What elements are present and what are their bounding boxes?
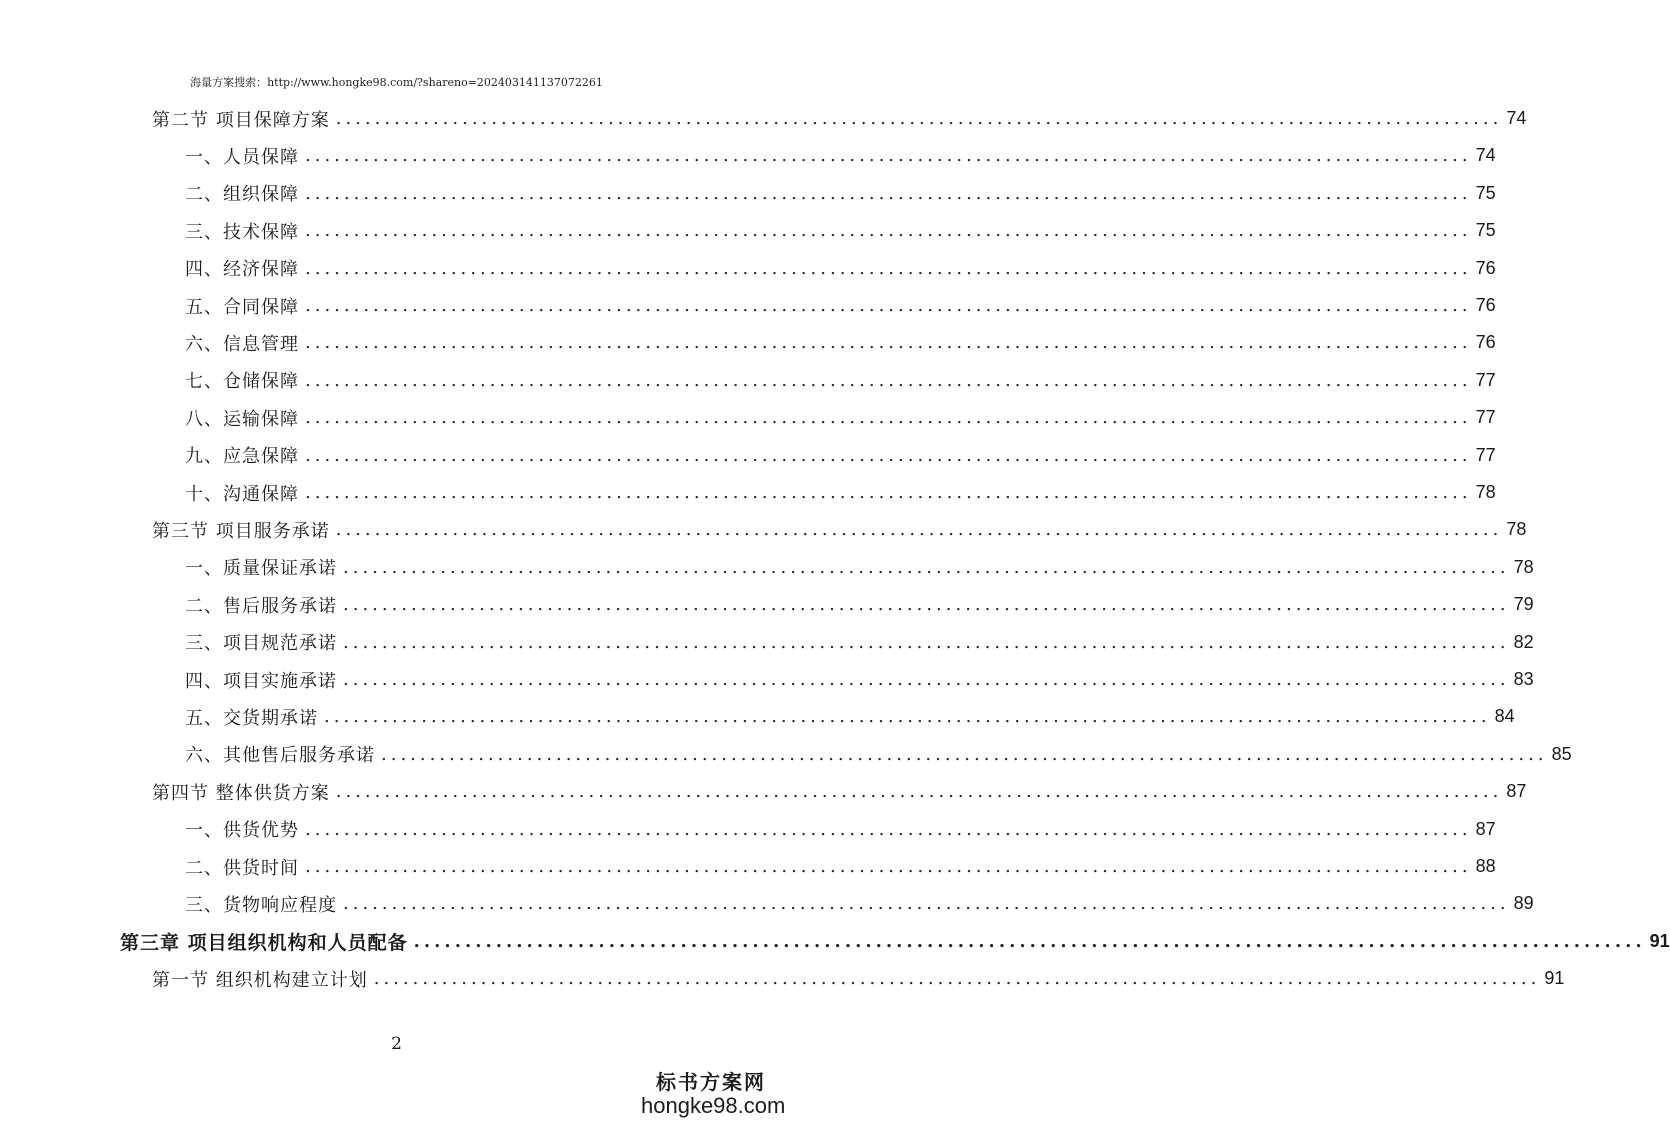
toc-entry-label: 六、信息管理: [185, 333, 299, 355]
toc-entry-page: 78: [1475, 482, 1496, 502]
toc-leader-dots: ........................................................................................................................: [343, 631, 1510, 653]
toc-entry-page: 78: [1513, 556, 1534, 577]
toc-entry-label: 五、交货期承诺: [185, 707, 318, 729]
toc-leader-dots: ........................................................................................................................: [305, 332, 1472, 354]
page-header-url: 海量方案搜索：http://www.hongke98.com/?shareno=202403141137072261: [190, 76, 603, 89]
watermark-title: 标书方案网: [656, 1070, 766, 1094]
toc-entry-label: 第三章 项目组织机构和人员配备: [120, 931, 408, 954]
toc-entry-label: 二、售后服务承诺: [185, 595, 337, 617]
toc-entry-page: 87: [1506, 781, 1527, 802]
toc-entry-label: 五、合同保障: [185, 296, 299, 318]
toc-entry-page: 83: [1513, 669, 1534, 689]
toc-entry-page: 77: [1475, 369, 1496, 390]
toc-entry-label: 第四节 整体供货方案: [152, 782, 330, 804]
toc-entry-page: 79: [1513, 594, 1534, 615]
toc-leader-dots: ........................................................................................................................: [305, 369, 1472, 391]
toc-leader-dots: ........................................................................................................................: [335, 108, 1503, 129]
toc-leader-dots: ........................................................................................................................: [343, 594, 1510, 616]
toc-entry[interactable]: [185, 324, 1496, 361]
page-number: 2: [391, 1034, 402, 1054]
toc-entry-page: 74: [1506, 108, 1527, 128]
toc-entry-label: 二、供货时间: [185, 857, 299, 879]
toc-leader-dots: ........................................................................................................................: [381, 743, 1548, 765]
toc-entry[interactable]: [185, 661, 1534, 698]
toc-entry-label: 三、货物响应程度: [185, 894, 337, 916]
toc-leader-dots: ........................................................................................................................: [305, 182, 1472, 204]
toc-entry-label: 二、组织保障: [185, 184, 299, 206]
toc-entry-page: 84: [1494, 706, 1515, 727]
toc-leader-dots: ........................................................................................................................: [305, 444, 1472, 466]
toc-entry-page: 87: [1475, 818, 1496, 839]
toc-entry-page: 75: [1475, 220, 1496, 241]
toc-entry[interactable]: [152, 960, 1565, 997]
toc-entry-page: 85: [1551, 743, 1572, 764]
toc-entry[interactable]: [185, 885, 1534, 922]
toc-entry[interactable]: [185, 736, 1572, 773]
toc-entry-label: 四、经济保障: [185, 259, 299, 281]
toc-entry-page: 75: [1475, 182, 1496, 203]
toc-leader-dots: ........................................................................................................................: [305, 407, 1472, 429]
toc-entry-label: 第二节 项目保障方案: [152, 109, 330, 131]
toc-entry[interactable]: [152, 511, 1527, 548]
toc-entry[interactable]: [185, 586, 1534, 623]
toc-leader-dots: ........................................................................................................................: [335, 781, 1503, 803]
toc-leader-dots: ........................................................................................................................: [305, 257, 1472, 279]
toc-entry[interactable]: [185, 698, 1515, 735]
toc-entry-label: 四、项目实施承诺: [185, 670, 337, 692]
toc-entry-label: 第一节 组织机构建立计划: [152, 969, 368, 991]
toc-entry-label: 第三节 项目服务承诺: [152, 520, 330, 542]
toc-entry[interactable]: [185, 362, 1496, 399]
toc-entry[interactable]: [185, 399, 1496, 436]
toc-entry[interactable]: [185, 624, 1534, 661]
toc-leader-dots: ........................................................................................................................: [305, 482, 1472, 503]
toc-leader-dots: ........................................................................................................................: [305, 145, 1472, 167]
toc-entry[interactable]: [152, 773, 1527, 810]
toc-entry-page: 78: [1506, 519, 1527, 540]
toc-entry-page: 88: [1475, 856, 1496, 876]
toc-leader-dots: ........................................................................................................................: [343, 556, 1510, 578]
toc-entry[interactable]: [185, 474, 1496, 511]
toc-leader-dots: ........................................................................................................................: [343, 669, 1510, 690]
toc-entry[interactable]: [185, 212, 1496, 249]
watermark-domain: hongke98.com: [641, 1093, 786, 1118]
toc-entry[interactable]: [152, 100, 1527, 137]
toc-entry-page: 76: [1475, 295, 1496, 315]
toc-entry-label: 一、质量保证承诺: [185, 558, 337, 580]
toc-entry-label: 三、项目规范承诺: [185, 633, 337, 655]
toc-entry-page: 91: [1544, 968, 1565, 989]
toc-leader-dots: ........................................................................................................................: [305, 295, 1472, 316]
toc-entry[interactable]: [185, 287, 1496, 324]
toc-entry[interactable]: [185, 137, 1496, 174]
toc-entry[interactable]: [185, 437, 1496, 474]
toc-entry-label: 六、其他售后服务承诺: [185, 745, 375, 767]
toc-entry-label: 八、运输保障: [185, 408, 299, 430]
site-watermark: [641, 1066, 786, 1119]
toc-entry-label: 七、仓储保障: [185, 371, 299, 393]
toc-entry-label: 十、沟通保障: [185, 483, 299, 505]
toc-entry-label: 一、人员保障: [185, 146, 299, 168]
toc-leader-dots: ........................................................................................................................: [305, 818, 1472, 840]
toc-entry[interactable]: [185, 175, 1496, 212]
toc-entry-page: 82: [1513, 631, 1534, 652]
toc-leader-dots: ........................................................................................................................: [305, 856, 1472, 877]
toc-leader-dots: ........................................................................................................................: [413, 930, 1646, 952]
toc-entry-label: 三、技术保障: [185, 221, 299, 243]
toc-entry[interactable]: [185, 250, 1496, 287]
toc-entry-page: 76: [1475, 332, 1496, 353]
toc-entry-page: 76: [1475, 257, 1496, 278]
toc-entry[interactable]: [120, 923, 1670, 960]
toc-leader-dots: ........................................................................................................................: [305, 220, 1472, 242]
toc-leader-dots: ........................................................................................................................: [335, 519, 1503, 541]
toc-leader-dots: ........................................................................................................................: [324, 706, 1491, 728]
toc-leader-dots: ........................................................................................................................: [343, 893, 1510, 915]
toc-entry-label: 一、供货优势: [185, 820, 299, 842]
toc-entry-page: 74: [1475, 145, 1496, 166]
toc-entry-page: 89: [1513, 893, 1534, 914]
toc-entry-page: 77: [1475, 407, 1496, 428]
toc-entry[interactable]: [185, 549, 1534, 586]
toc-entry-page: 91: [1649, 930, 1670, 951]
toc-leader-dots: ........................................................................................................................: [373, 968, 1541, 990]
toc-entry[interactable]: [185, 811, 1496, 848]
toc-entry-page: 77: [1475, 444, 1496, 465]
toc-entry[interactable]: [185, 848, 1496, 885]
toc-entry-label: 九、应急保障: [185, 446, 299, 468]
